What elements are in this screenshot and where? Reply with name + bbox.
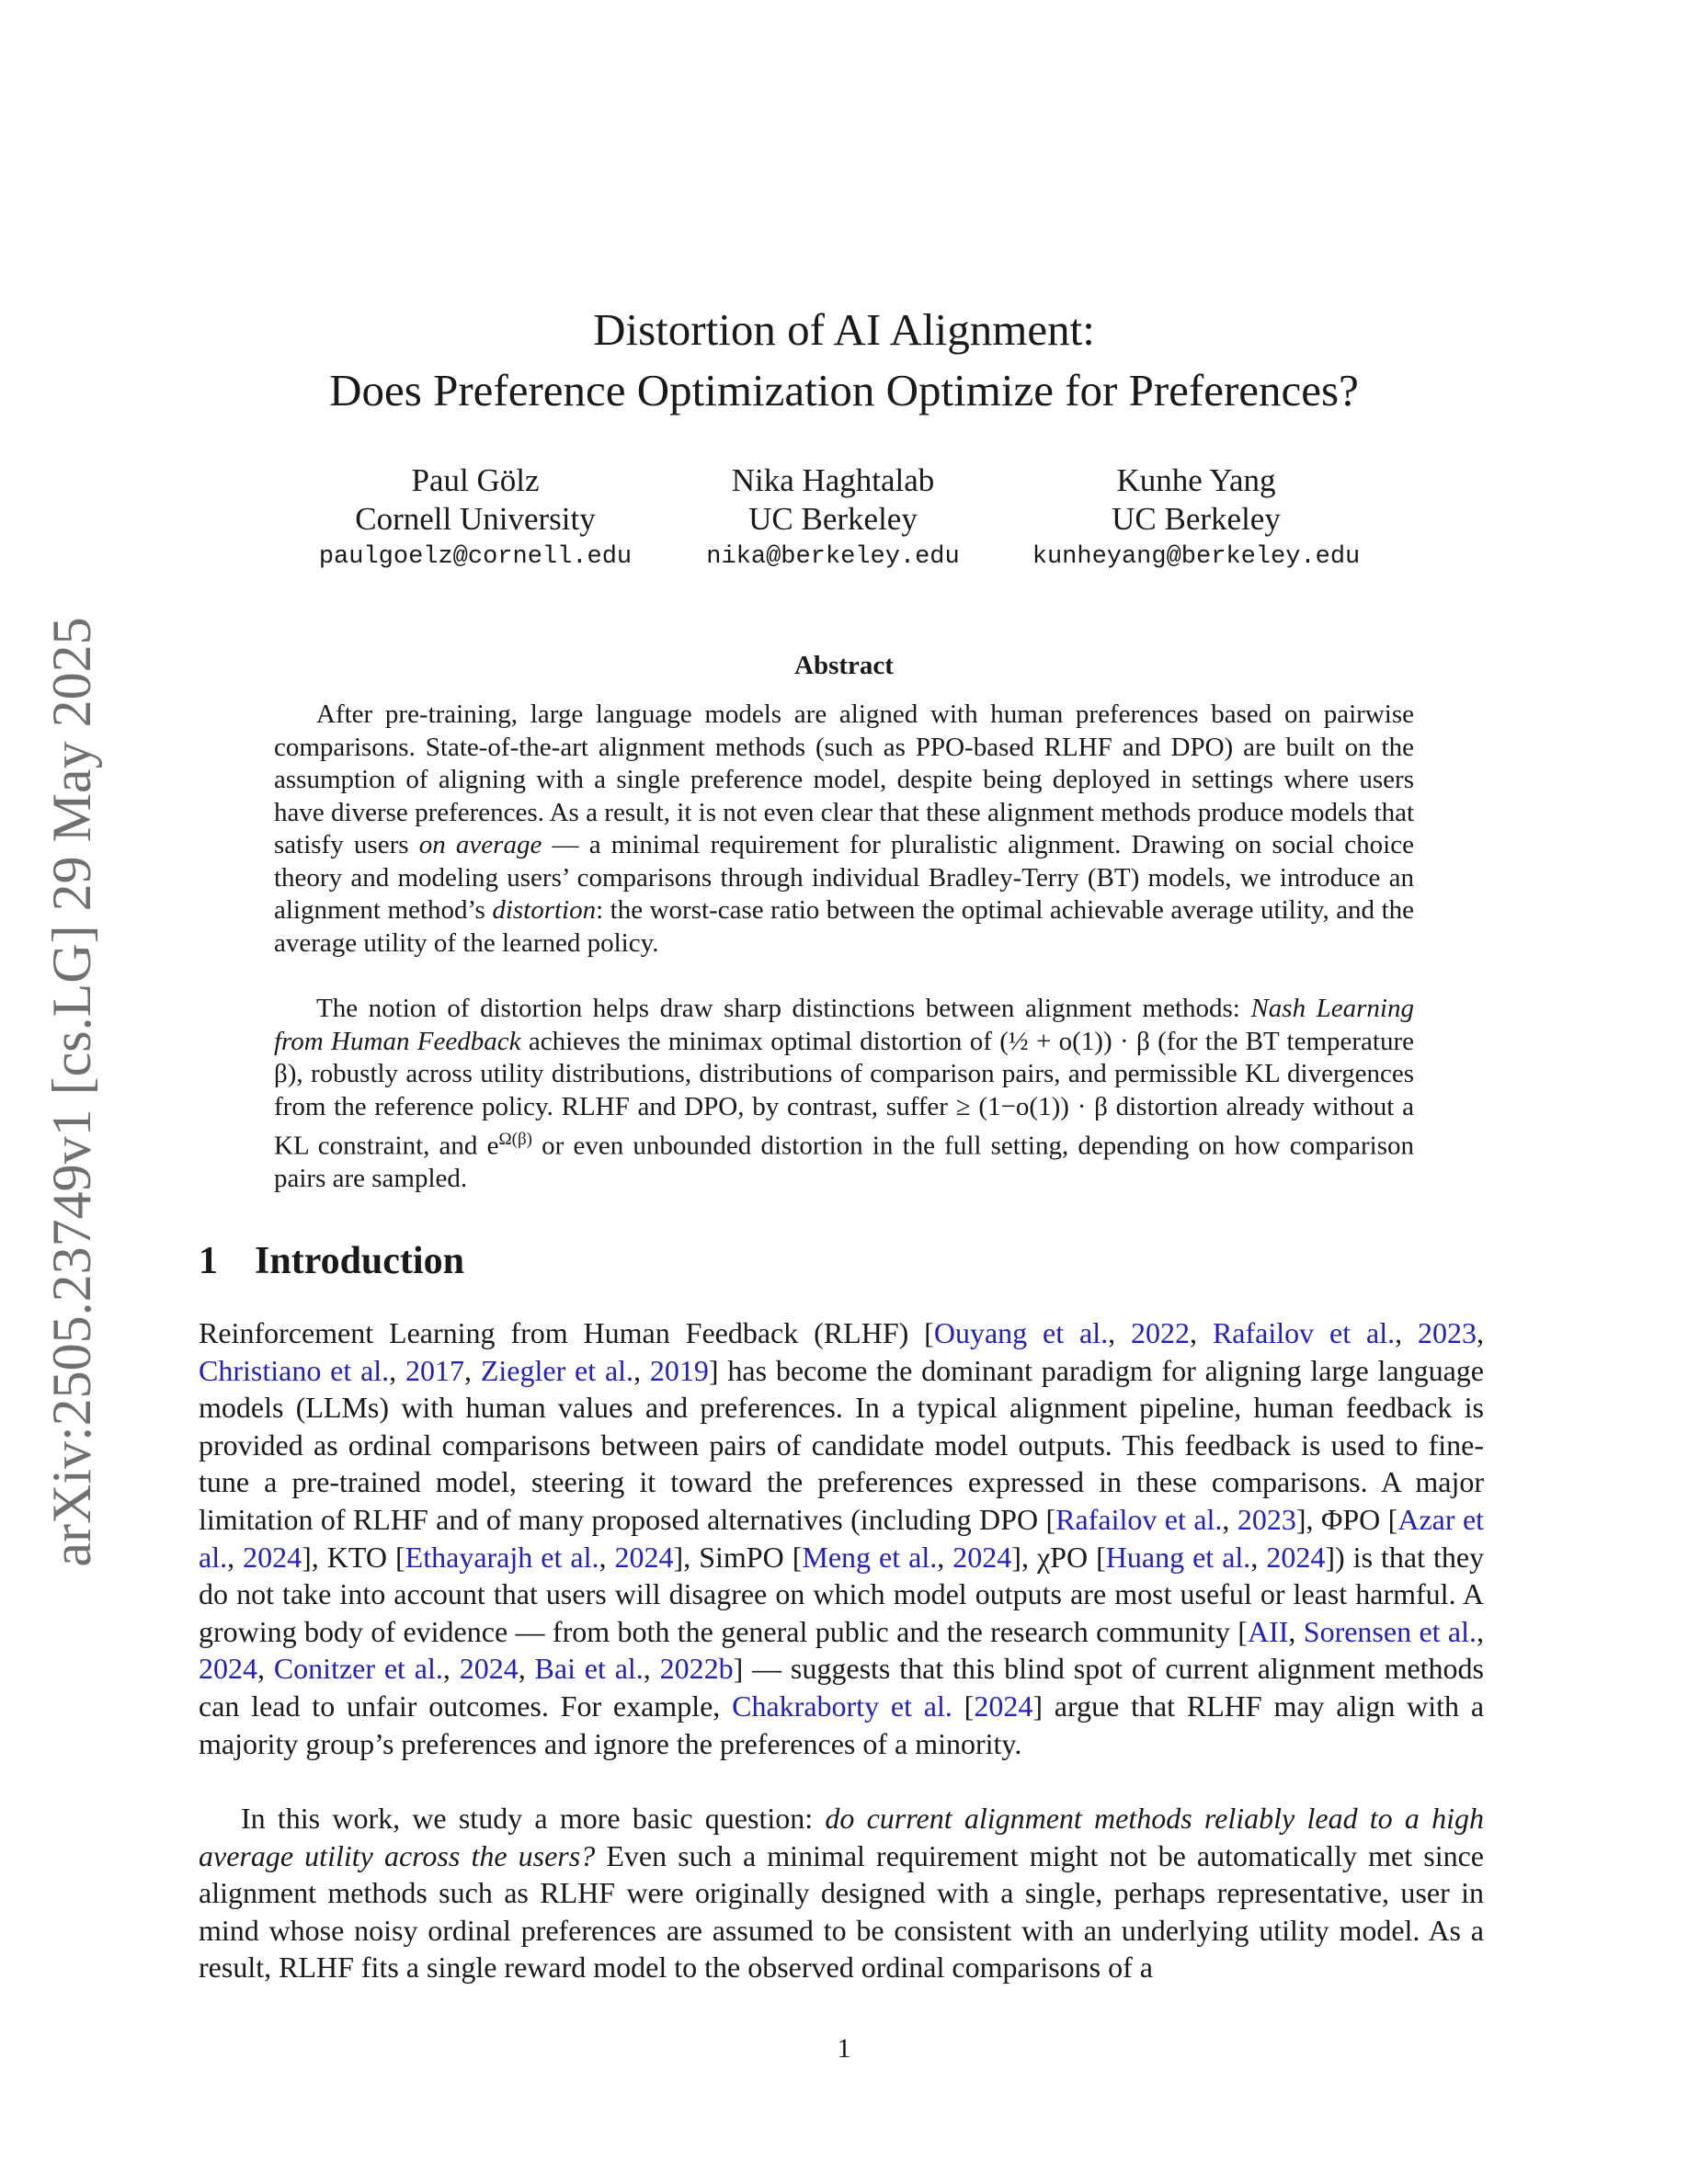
abstract-text: The notion of distortion helps draw sharp distinctions between alignment methods: <box>316 994 1251 1023</box>
citation-link[interactable]: 2024 <box>614 1540 674 1574</box>
page-number: 1 <box>837 2033 851 2064</box>
abstract-emphasis: on average <box>418 830 542 859</box>
citation-link[interactable]: Azar et al. <box>199 1502 1485 1574</box>
citation-link[interactable]: 2023 <box>1237 1502 1296 1536</box>
intro-text: , <box>389 1353 405 1387</box>
citation-link[interactable]: 2023 <box>1418 1316 1477 1349</box>
citation-link[interactable]: Ethayarajh et al. <box>405 1540 599 1574</box>
arxiv-identifier: arXiv:2505.23749v1 [cs.LG] 29 May 2025 <box>41 617 102 1567</box>
intro-text: , <box>1250 1540 1267 1574</box>
abstract-text: — a minimal requirement for pluralistic alignment. Drawing on social choice theory and modeling users’ comparisons through individual Bradley-Terry (BT) models, we introduce an alignment method’s <box>274 830 1414 925</box>
abstract-paragraph-2 <box>274 993 1414 1196</box>
author-name: Paul Gölz <box>411 462 540 498</box>
paper-title-line-2: Does Preference Optimization Optimize for Preferences? <box>329 365 1359 415</box>
citation-link[interactable]: Sorensen et al. <box>1303 1614 1477 1648</box>
intro-text: , <box>257 1652 274 1686</box>
abstract-text: After pre-training, large language models are aligned with human preferences based on pairwise comparisons. State-of-the-art alignment methods (such as PPO-based RLHF and DPO) are built on the assumption of aligning with a single preference model, despite being deployed in settings where users have diverse preferences. As a result, it is not even clear that these alignment methods produce models that satisfy users <box>274 700 1414 859</box>
author-affiliation: UC Berkeley <box>1112 501 1281 537</box>
intro-text: ]) is that they do not take into account that users will disagree on which model outputs are most useful or least harmful. A growing body of evidence — from both the general public and the research community [ <box>199 1540 1485 1648</box>
citation-link[interactable]: 2024 <box>199 1652 257 1686</box>
citation-link[interactable]: 2022 <box>1131 1316 1191 1349</box>
intro-text: ], ΦPO [ <box>1295 1502 1398 1536</box>
abstract-paragraph-1 <box>274 699 1414 960</box>
intro-text: , <box>643 1652 660 1686</box>
intro-text: , <box>633 1353 650 1387</box>
intro-text: , <box>442 1652 460 1686</box>
author-email[interactable]: kunheyang@berkeley.edu <box>1032 543 1361 571</box>
intro-text: , <box>518 1652 535 1686</box>
intro-paragraph-2 <box>199 1800 1484 1986</box>
abstract-text: : the worst-case ratio between the optimal achievable average utility, and the average utility of the learned policy. <box>274 895 1414 958</box>
intro-text: , <box>1190 1316 1213 1349</box>
author-affiliation: Cornell University <box>355 501 596 537</box>
abstract-heading: Abstract <box>794 651 894 680</box>
citation-link[interactable]: Huang et al. <box>1105 1540 1251 1574</box>
section-number: 1 <box>199 1240 218 1282</box>
abstract-text: achieves the minimax optimal distortion of (½ + o(1)) · β (for the BT temperature β), robustly across utility distributions, distributions of comparison pairs, and permissible KL divergences from the reference policy. RLHF and DPO, by contrast, suffer ≥ (1−o(1)) · β distortion already without a KL constraint, and e <box>274 1026 1415 1161</box>
citation-link[interactable]: 2024 <box>243 1540 302 1574</box>
intro-text: , <box>599 1540 615 1574</box>
citation-link[interactable]: Meng et al. <box>802 1540 938 1574</box>
author-block <box>310 461 641 575</box>
citation-link[interactable]: 2024 <box>1266 1540 1326 1574</box>
intro-text: ], SimPO [ <box>673 1540 803 1574</box>
intro-text: , <box>1108 1316 1132 1349</box>
intro-text: , <box>1477 1316 1485 1349</box>
abstract-text: or even unbounded distortion in the full setting, depending on how comparison pairs are sampled. <box>274 1131 1415 1194</box>
citation-link[interactable]: 2019 <box>649 1353 709 1387</box>
intro-text: ] argue that RLHF may align with a majority group’s preferences and ignore the preferences of a minority. <box>199 1689 1485 1760</box>
intro-text: ] has become the dominant paradigm for aligning large language models (LLMs) with human values and preferences. In a typical alignment pipeline, human feedback is provided as ordinal comparisons between pairs of candidate model outputs. This feedback is used to fine-tune a pre-trained model, steering it toward the preferences expressed in these comparisons. A major limitation of RLHF and of many proposed alternatives (including DPO [ <box>199 1353 1485 1536</box>
author-name: Nika Haghtalab <box>731 462 935 498</box>
citation-link[interactable]: Chakraborty et al. <box>732 1689 952 1723</box>
abstract-emphasis: Nash Learning from Human Feedback <box>274 994 1414 1056</box>
citation-link[interactable]: Conitzer et al. <box>273 1652 443 1686</box>
intro-text: , <box>937 1540 953 1574</box>
citation-link[interactable]: Ouyang et al. <box>933 1316 1109 1349</box>
intro-text: Even such a minimal requirement might not be automatically met since alignment methods such as RLHF were originally designed with a single, perhaps representative, user in mind whose noisy ordinal preferences are assumed to be consistent with an underlying utility model. As a result, RLHF fits a single reward model to the observed ordinal comparisons of a <box>199 1838 1485 1985</box>
citation-link[interactable]: Rafailov et al. <box>1055 1502 1223 1536</box>
intro-text: [ <box>952 1689 975 1723</box>
citation-link[interactable]: AII <box>1247 1614 1289 1648</box>
intro-text: , <box>464 1353 481 1387</box>
intro-text: , <box>1222 1502 1237 1536</box>
intro-text: Reinforcement Learning from Human Feedback (RLHF) [ <box>199 1316 934 1349</box>
intro-text: ] — suggests that this blind spot of current alignment methods can lead to unfair outcomes. For example, <box>199 1652 1485 1723</box>
intro-paragraph-1 <box>199 1314 1484 1762</box>
citation-link[interactable]: Rafailov et al. <box>1212 1316 1396 1349</box>
author-block <box>1031 461 1362 575</box>
citation-link[interactable]: Bai et al. <box>534 1652 644 1686</box>
intro-text: ], KTO [ <box>302 1540 405 1574</box>
citation-link[interactable]: 2024 <box>459 1652 519 1686</box>
author-email[interactable]: paulgoelz@cornell.edu <box>318 543 633 571</box>
citation-link[interactable]: Ziegler et al. <box>480 1353 634 1387</box>
citation-link[interactable]: 2022b <box>659 1652 734 1686</box>
intro-text: , <box>1477 1614 1485 1648</box>
section-title: Introduction <box>255 1240 464 1282</box>
intro-text: ], χPO [ <box>1011 1540 1106 1574</box>
intro-text: In this work, we study a more basic question: <box>241 1802 826 1835</box>
section-heading <box>199 1239 464 1283</box>
abstract-emphasis: distortion <box>492 895 597 925</box>
intro-text: , <box>1395 1316 1419 1349</box>
abstract-superscript: Ω(β) <box>498 1130 532 1149</box>
author-name: Kunhe Yang <box>1116 462 1276 498</box>
author-email[interactable]: nika@berkeley.edu <box>706 543 960 571</box>
paper-title-line-1: Distortion of AI Alignment: <box>593 304 1095 355</box>
citation-link[interactable]: 2024 <box>974 1689 1033 1723</box>
intro-emphasis: do current alignment methods reliably lead to a high average utility across the users? <box>199 1802 1485 1872</box>
author-affiliation: UC Berkeley <box>748 501 918 537</box>
citation-link[interactable]: 2024 <box>952 1540 1012 1574</box>
intro-text: , <box>227 1540 244 1574</box>
intro-text: , <box>1288 1614 1304 1648</box>
citation-link[interactable]: Christiano et al. <box>199 1353 390 1387</box>
author-block <box>667 461 998 575</box>
citation-link[interactable]: 2017 <box>405 1353 464 1387</box>
